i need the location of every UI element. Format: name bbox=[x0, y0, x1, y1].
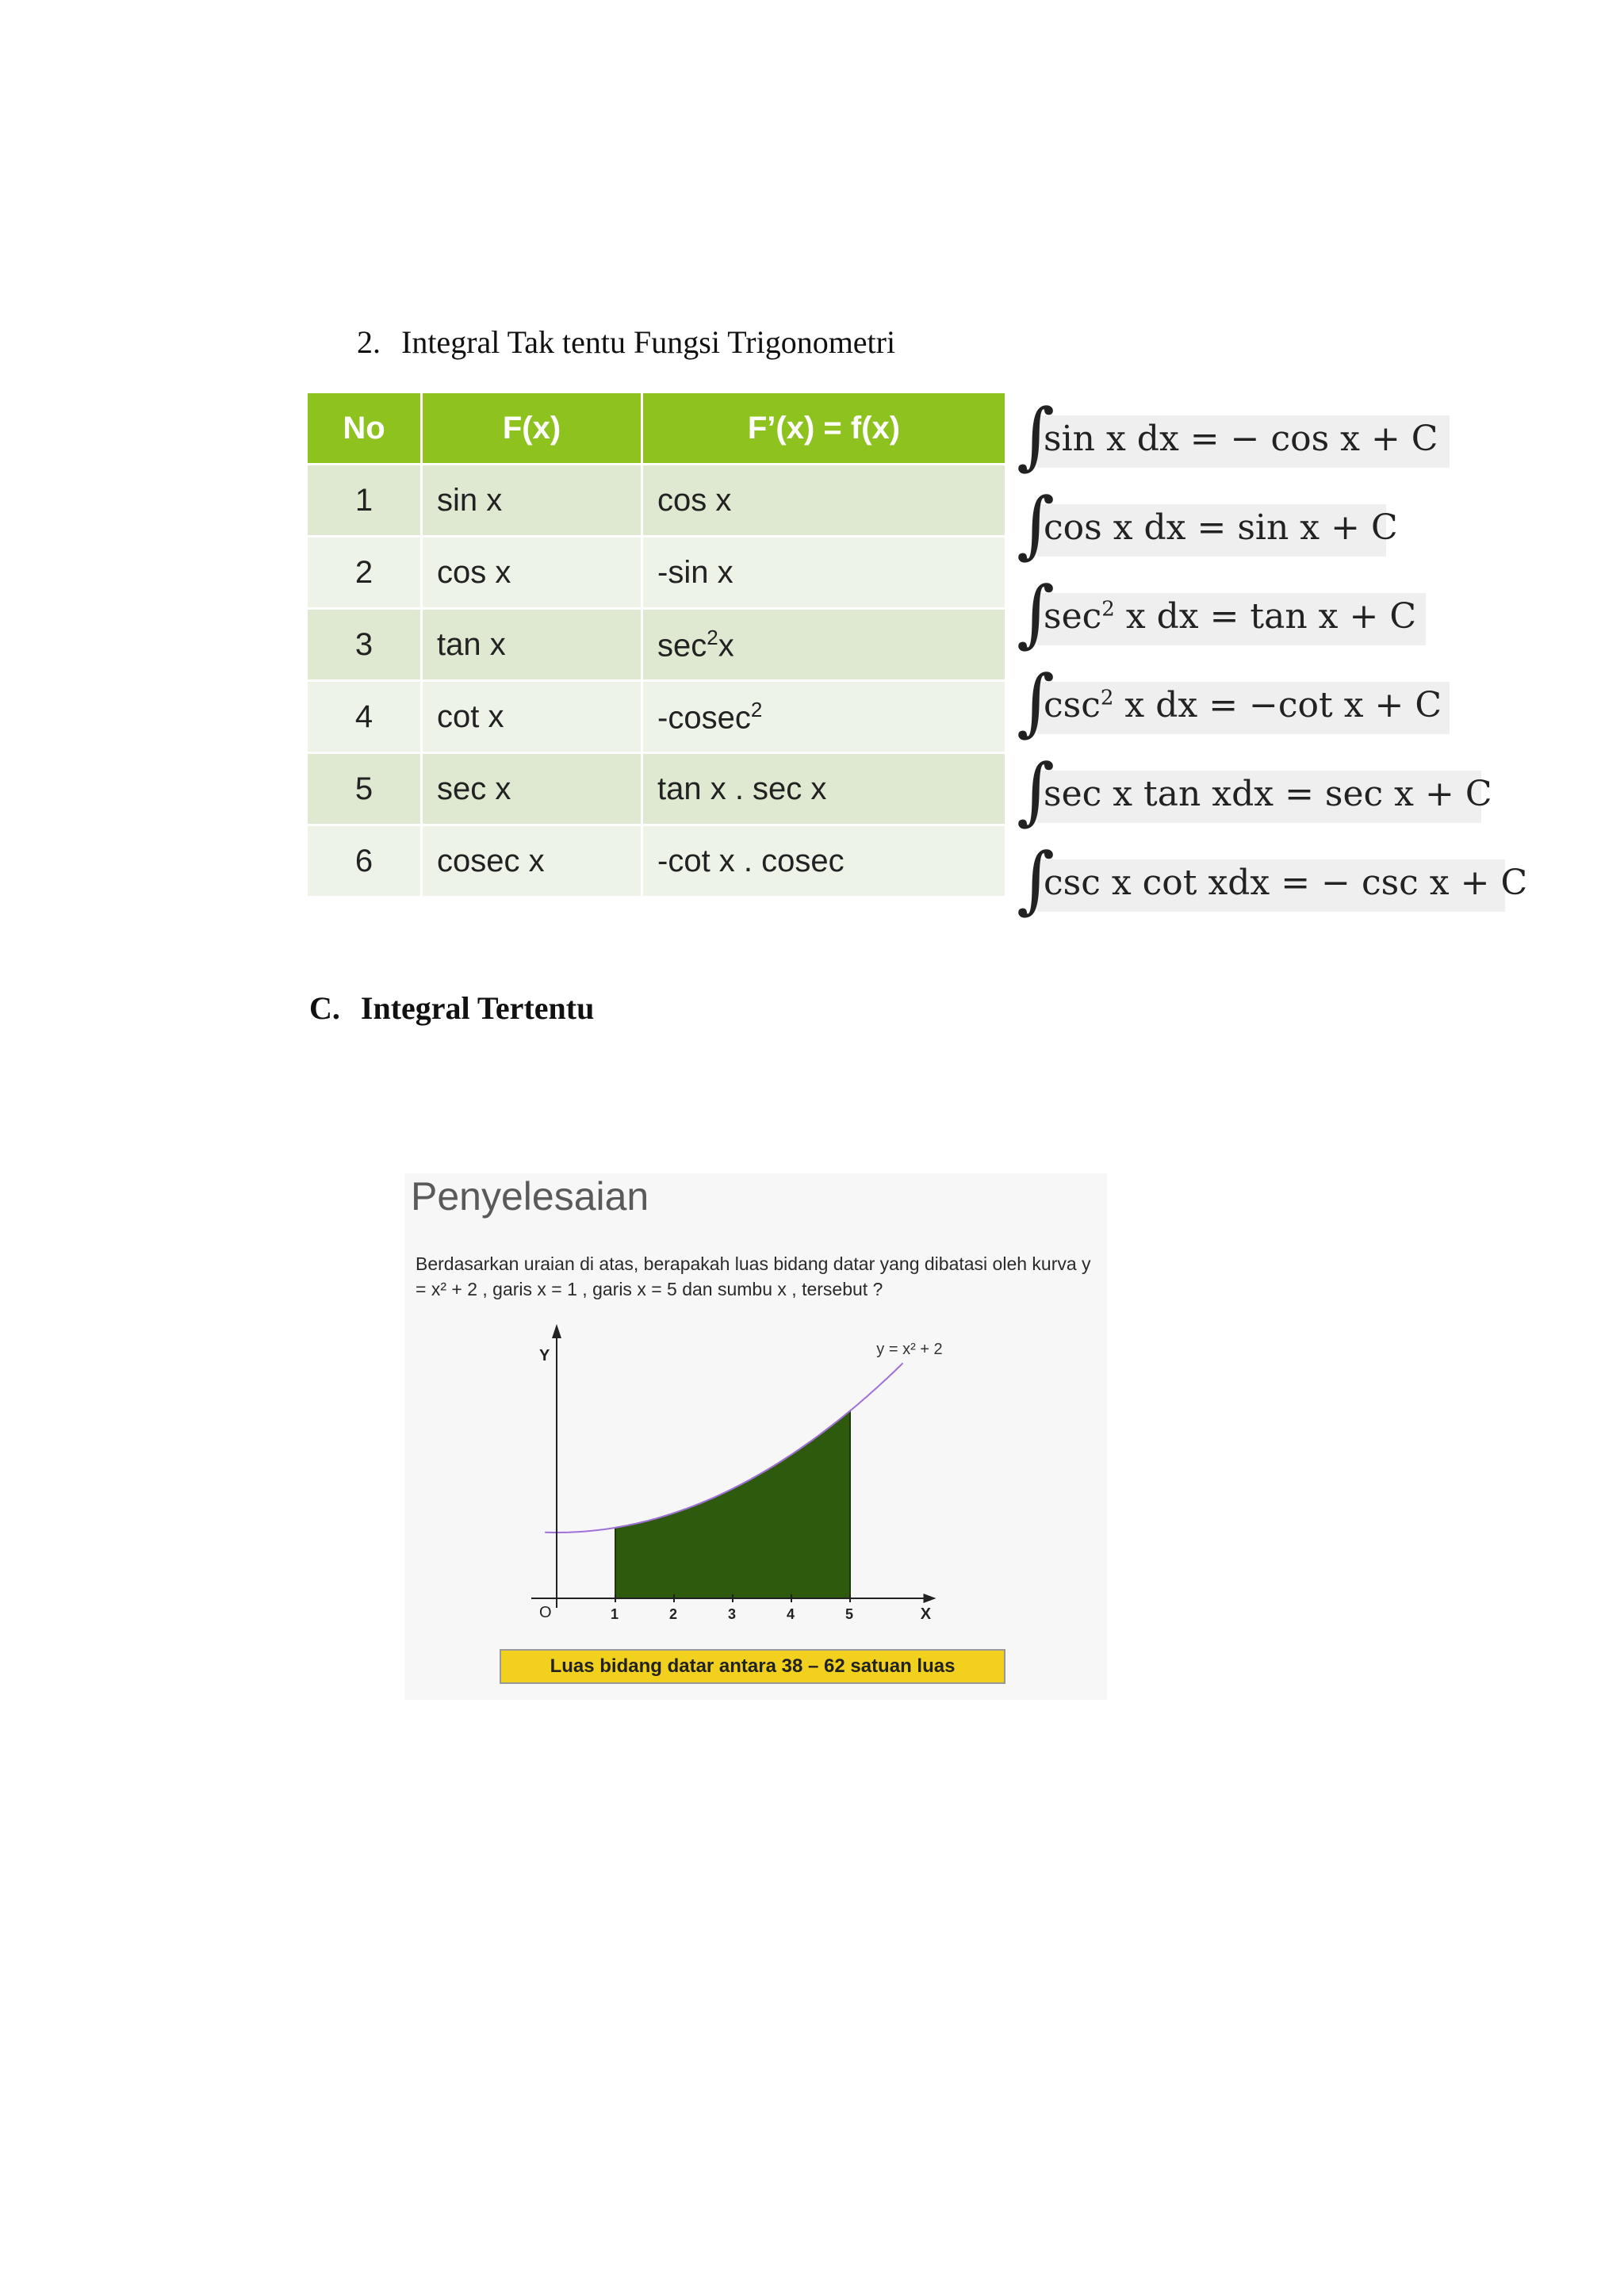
dfx-sup: 2 bbox=[750, 697, 763, 721]
integral-sign-icon: ∫ bbox=[1017, 748, 1055, 833]
x-tick-label: 1 bbox=[611, 1606, 619, 1622]
formula-text: csc bbox=[1044, 685, 1101, 725]
figure-title: Penyelesaian bbox=[411, 1174, 649, 1219]
formula-line bbox=[1017, 748, 1508, 851]
formula-text: csc x cot xdx = − csc x + C bbox=[1044, 863, 1528, 903]
x-tick-label: 3 bbox=[728, 1606, 737, 1622]
cell-fx: sec x bbox=[422, 753, 642, 825]
formula-text: sec x tan xdx = sec x + C bbox=[1044, 774, 1492, 814]
area-plot bbox=[404, 1173, 1107, 1700]
formula-line bbox=[1017, 837, 1528, 940]
formula-text-post: x dx = tan x + C bbox=[1125, 596, 1416, 637]
table-row bbox=[308, 825, 1006, 897]
formula-sup: 2 bbox=[1100, 686, 1114, 710]
integral-sign-icon: ∫ bbox=[1017, 660, 1055, 744]
x-axis-label: X bbox=[920, 1605, 932, 1623]
section-2-heading bbox=[357, 323, 895, 361]
section-c-letter: C. bbox=[309, 990, 340, 1026]
curve-label: y = x² + 2 bbox=[876, 1341, 943, 1358]
table-row bbox=[308, 537, 1006, 609]
cell-no: 2 bbox=[308, 537, 422, 609]
cell-no: 1 bbox=[308, 465, 422, 537]
dfx-base: -cosec bbox=[657, 700, 751, 736]
dfx-after: x bbox=[718, 628, 734, 664]
integral-formulas bbox=[1017, 393, 1528, 940]
section-c-title: Integral Tertentu bbox=[360, 990, 595, 1026]
origin-label: O bbox=[539, 1604, 552, 1621]
table-row bbox=[308, 465, 1006, 537]
cell-fx: cos x bbox=[422, 537, 642, 609]
integral-sign-icon: ∫ bbox=[1017, 571, 1055, 656]
formula-line bbox=[1017, 571, 1508, 674]
header-fx: F(x) bbox=[422, 393, 642, 465]
cell-dfx: -sin x bbox=[642, 537, 1006, 609]
table-row bbox=[308, 753, 1006, 825]
section-2-title: Integral Tak tentu Fungsi Trigonometri bbox=[401, 324, 896, 360]
formula-text-post: x dx = −cot x + C bbox=[1124, 685, 1442, 725]
header-dfx: F’(x) = f(x) bbox=[642, 393, 1006, 465]
integral-sign-icon: ∫ bbox=[1017, 393, 1055, 478]
integral-sign-icon: ∫ bbox=[1017, 837, 1055, 922]
cell-no: 3 bbox=[308, 609, 422, 681]
y-axis-arrow-icon bbox=[552, 1324, 561, 1338]
formula-line bbox=[1017, 393, 1508, 496]
cell-dfx: tan x . sec x bbox=[642, 753, 1006, 825]
table-row bbox=[308, 681, 1006, 753]
cell-fx: sin x bbox=[422, 465, 642, 537]
x-tick-label: 5 bbox=[845, 1606, 854, 1622]
table-row bbox=[308, 609, 1006, 681]
solution-figure bbox=[404, 1173, 1107, 1700]
cell-fx: tan x bbox=[422, 609, 642, 681]
cell-no: 5 bbox=[308, 753, 422, 825]
formula-sup: 2 bbox=[1101, 597, 1115, 622]
formula-line bbox=[1017, 660, 1508, 763]
cell-dfx bbox=[642, 681, 1006, 753]
header-no: No bbox=[308, 393, 422, 465]
cell-dfx: -cot x . cosec bbox=[642, 825, 1006, 897]
integral-sign-icon: ∫ bbox=[1017, 482, 1055, 567]
formula-text: sin x dx = − cos x + C bbox=[1044, 419, 1438, 459]
cell-dfx: cos x bbox=[642, 465, 1006, 537]
cell-dfx bbox=[642, 609, 1006, 681]
dfx-sup: 2 bbox=[707, 625, 718, 649]
dfx-base: sec bbox=[657, 628, 707, 664]
formula-text: sec bbox=[1044, 596, 1102, 637]
table-header-row bbox=[308, 393, 1006, 465]
section-c-heading bbox=[309, 989, 594, 1027]
y-axis-label: Y bbox=[539, 1347, 550, 1364]
formula-line bbox=[1017, 482, 1508, 585]
figure-description: Berdasarkan uraian di atas, berapakah luas bidang datar yang dibatasi oleh kurva y = x² + 2 , garis x = 1 , garis x = 5 dan sumbu x , tersebut ? bbox=[416, 1253, 1091, 1299]
cell-fx: cot x bbox=[422, 681, 642, 753]
section-2-number: 2. bbox=[357, 324, 381, 360]
cell-no: 6 bbox=[308, 825, 422, 897]
x-axis-arrow-icon bbox=[924, 1594, 936, 1603]
x-tick-label: 4 bbox=[787, 1606, 795, 1622]
derivative-table bbox=[308, 393, 1007, 896]
x-tick-label: 2 bbox=[669, 1606, 678, 1622]
answer-box: Luas bidang datar antara 38 – 62 satuan luas bbox=[500, 1649, 1005, 1684]
cell-fx: cosec x bbox=[422, 825, 642, 897]
formula-text: cos x dx = sin x + C bbox=[1044, 507, 1398, 548]
cell-no: 4 bbox=[308, 681, 422, 753]
